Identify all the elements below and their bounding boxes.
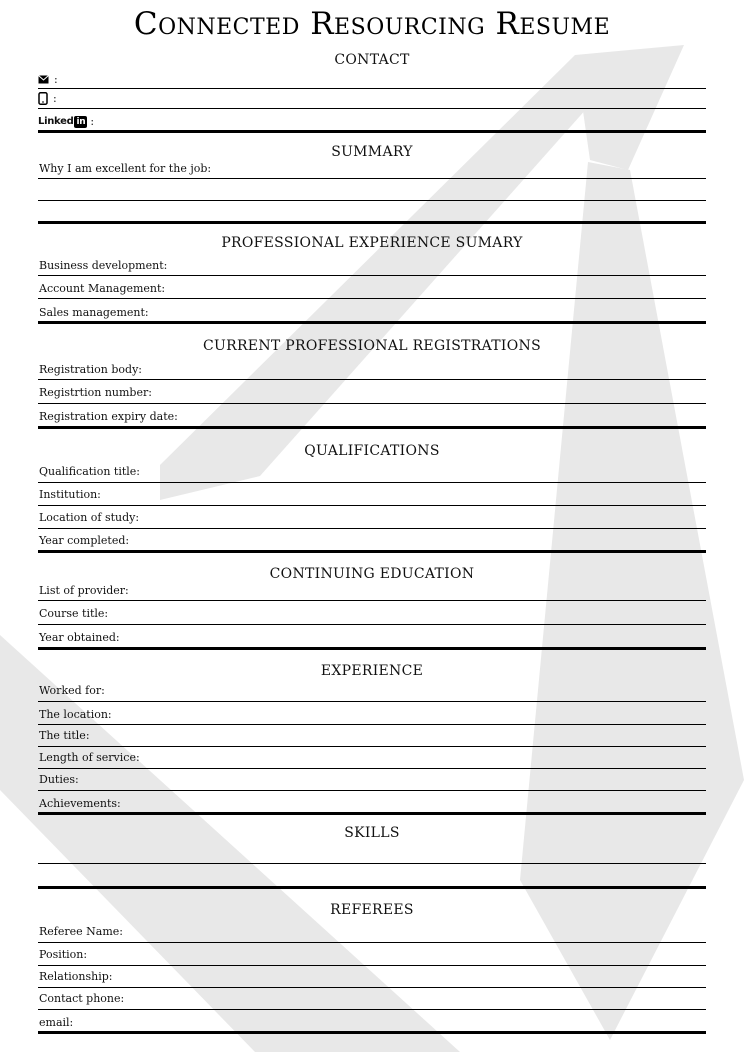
contact-heading: CONTACT [334, 52, 410, 68]
referee-field-line[interactable] [38, 942, 706, 943]
qualification-field-label: Qualification title: [39, 465, 140, 478]
phone-line[interactable] [38, 108, 706, 109]
experience-field-label: Duties: [39, 773, 79, 786]
referee-field-label: email: [39, 1016, 74, 1029]
experience-field-line[interactable] [38, 790, 706, 791]
pes-field-line[interactable] [38, 275, 706, 276]
ce-field-label: Course title: [39, 607, 109, 620]
referee-field-line[interactable] [38, 1009, 706, 1010]
referee-field-label: Referee Name: [39, 925, 123, 938]
experience-field-label: The title: [39, 729, 90, 742]
experience-field-line[interactable] [38, 768, 706, 769]
experience-field-label: Length of service: [39, 751, 140, 764]
ce-field-line[interactable] [38, 600, 706, 601]
envelope-icon [38, 75, 49, 84]
linkedin-box: in [76, 116, 86, 127]
summary-line-2[interactable] [38, 200, 706, 201]
experience-field-line[interactable] [38, 746, 706, 747]
contact-phone-row [38, 92, 57, 105]
qualification-field-label: Location of study: [39, 511, 140, 524]
experience-field-line[interactable] [38, 724, 706, 725]
referee-field-label: Position: [39, 948, 88, 961]
pes-field-label: Account Management: [39, 282, 166, 295]
linkedin-icon [38, 116, 87, 128]
mobile-phone-icon [38, 92, 48, 105]
skills-heading: SKILLS [344, 825, 400, 841]
email-line[interactable] [38, 88, 706, 89]
referees-heading: REFEREES [330, 902, 414, 918]
experience-field-label: The location: [39, 708, 112, 721]
registrations-divider [38, 426, 706, 429]
pes-field-label: Sales management: [39, 306, 149, 319]
qualification-field-line[interactable] [38, 505, 706, 506]
pes-field-label: Business development: [39, 259, 168, 272]
ce-heading: CONTINUING EDUCATION [269, 566, 475, 582]
linkedin-text: Linked [38, 116, 74, 127]
qualifications-heading: QUALIFICATIONS [304, 443, 440, 459]
registration-field-line[interactable] [38, 403, 706, 404]
ce-field-label: List of provider: [39, 584, 129, 597]
referees-divider [38, 1031, 706, 1034]
qualifications-divider [38, 550, 706, 553]
referee-field-label: Relationship: [39, 970, 113, 983]
experience-field-label: Achievements: [39, 797, 121, 810]
phone-separator: : [53, 92, 57, 105]
referee-field-line[interactable] [38, 965, 706, 966]
registration-field-label: Registrtion number: [39, 386, 152, 399]
ce-divider [38, 647, 706, 650]
ce-field-line[interactable] [38, 624, 706, 625]
experience-field-label: Worked for: [39, 684, 105, 697]
linkedin-separator: : [90, 115, 95, 128]
page-title: Connected Resourcing Resume [133, 6, 611, 42]
email-separator: : [54, 73, 58, 86]
summary-prompt: Why I am excellent for the job: [39, 162, 212, 175]
qualification-field-line[interactable] [38, 482, 706, 483]
contact-divider [38, 130, 706, 133]
qualification-field-label: Institution: [39, 488, 101, 501]
registration-field-label: Registration body: [39, 363, 143, 376]
experience-heading: EXPERIENCE [320, 663, 424, 679]
pes-divider [38, 321, 706, 324]
qualification-field-label: Year completed: [39, 534, 130, 547]
referee-field-label: Contact phone: [39, 992, 125, 1005]
pes-heading: PROFESSIONAL EXPERIENCE SUMARY [221, 235, 523, 251]
registration-field-line[interactable] [38, 379, 706, 380]
summary-heading: SUMMARY [331, 144, 413, 160]
experience-field-line[interactable] [38, 701, 706, 702]
contact-linkedin-row [38, 115, 94, 128]
experience-divider [38, 812, 706, 815]
registration-field-label: Registration expiry date: [39, 410, 178, 423]
ce-field-label: Year obtained: [39, 631, 120, 644]
pes-field-line[interactable] [38, 298, 706, 299]
qualification-field-line[interactable] [38, 528, 706, 529]
registrations-heading: CURRENT PROFESSIONAL REGISTRATIONS [203, 338, 541, 354]
skills-divider [38, 886, 706, 889]
summary-line-1[interactable] [38, 178, 706, 179]
skills-line[interactable] [38, 863, 706, 864]
referee-field-line[interactable] [38, 987, 706, 988]
contact-email-row [38, 73, 58, 86]
summary-divider [38, 221, 706, 224]
